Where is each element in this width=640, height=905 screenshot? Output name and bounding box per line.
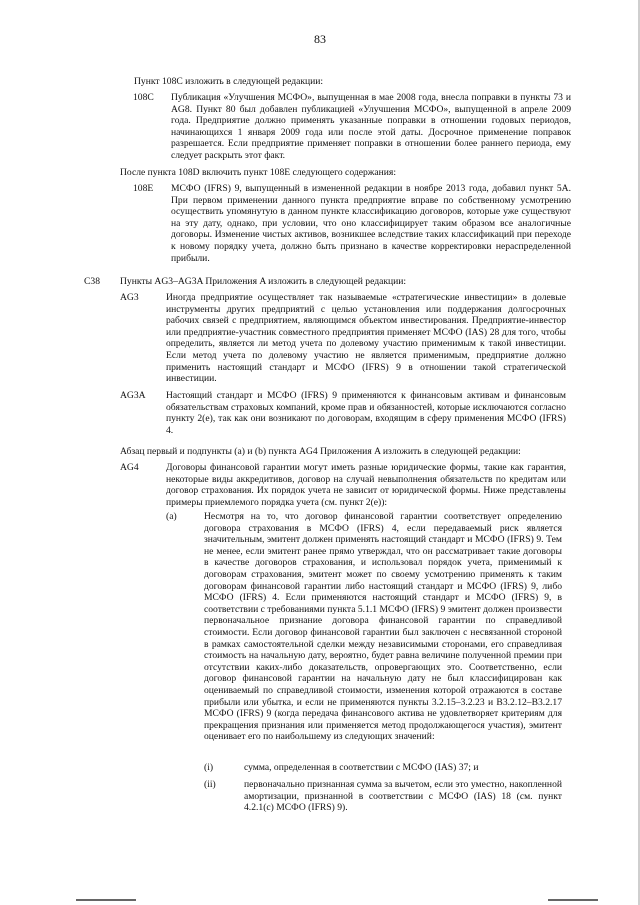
subpara-a: Несмотря на то, что договор финансовой гарантии соответствует определению договора страхования в МСФО (IFRS) 4, если передаваемый риск является значительным, эмитент должен применять настоящий стандарт и МСФО (IFRS) 9. Тем не менее, если эмитент ранее прямо утверждал, что он рассматривает такие договоры в качестве договоров страхования, и использовал порядок учета, применимый к договорам страхования, эмитент может по своему усмотрению применять к таким договорам финансовой гарантии либо настоящий стандарт и МСФО (IFRS) 9, либо МСФО (IFRS) 4. Если применяются настоящий стандарт и МСФО (IFRS) 9, в соответствии с требованиями пункта 5.1.1 МСФО (IFRS) 9 эмитент должен произвести первоначальное признание договора финансовой гарантии по справедливой стоимости. Если договор финансовой гарантии был заключен с несвязанной стороной в рамках самостоятельной сделки между независимыми сторонами, его справедливая стоимость на начальную дату, вероятно, будет равна величине полученной премии при отсутствии каких-либо доказательств, опровергающих это. Соответственно, если договор финансовой гарантии на начальную дату не был классифицирован как оцениваемый по справедливой стоимости, изменения которой отражаются в составе прибыли или убытка, и если не применяются пункты 3.2.15–3.2.23 и B3.2.12–B3.2.17 МСФО (IFRS) 9 (когда передача финансового актива не удовлетворяет критериям для прекращения признания или применяется метод продолжающегося участия), эмитент оценивает его по наибольшему из следующих значений: xyxy=(204,511,562,743)
page-number: 83 xyxy=(314,32,326,46)
subpara-label-a: (a) xyxy=(166,511,177,522)
scan-artifact-left xyxy=(76,899,136,901)
para-label-ag3: AG3 xyxy=(120,292,139,303)
scan-artifact-right xyxy=(548,899,598,901)
section-label-c38: C38 xyxy=(84,276,100,287)
para-label-108e: 108E xyxy=(133,183,154,194)
para-label-108c: 108C xyxy=(133,92,154,103)
instruction-c38: Пункты AG3–AG3A Приложения A изложить в следующей редакции: xyxy=(120,276,407,287)
item-ii: первоначально признанная сумма за вычетом, если это уместно, накопленной амортизации, признанной в соответствии с МСФО (IAS) 18 (см. пункт 4.2.1(c) МСФО (IFRS) 9). xyxy=(244,779,562,814)
para-ag4: Договоры финансовой гарантии могут иметь разные юридические формы, такие как гарантия, некоторые виды аккредитивов, договор на случай невыполнения обязательств по кредитам или договор страхования. Их порядок учета не зависит от юридической формы. Ниже представлены примеры приемлемого порядка учета (см. пункт 2(e)): xyxy=(166,462,566,508)
para-label-ag4: AG4 xyxy=(120,462,139,473)
para-ag3: Иногда предприятие осуществляет так называемые «стратегические инвестиции» в долевые инструменты других предприятий с целью установления или поддержания долгосрочных рабочих связей с предприятием, являющимся объектом инвестирования. Предприятие-инвестор или предприятие-участник совместного предприятия применяет МСФО (IAS) 28 для того, чтобы определить, является ли метод учета по долевому участию применимым к такой инвестиции. Если метод учета по долевому участию не является применимым, предприятие должно применить настоящий стандарт и МСФО (IFRS) 9 в отношении такой стратегической инвестиции. xyxy=(166,292,566,385)
instruction-ag4: Абзац первый и подпункты (a) и (b) пункта AG4 Приложения A изложить в следующей редакции: xyxy=(120,446,521,457)
item-i: сумма, определенная в соответствии с МСФО (IAS) 37; и xyxy=(244,762,479,773)
para-108c: Публикация «Улучшения МСФО», выпущенная в мае 2008 года, внесла поправки в пункты 73 и AG8. Пункт 80 был добавлен публикацией «Улучшения МСФО», выпущенной в апреле 2009 года. Предприятие должно применять указанные поправки в отношении годовых периодов, начинающихся 1 января 2009 года или после этой даты. Досрочное применение поправок разрешается. Если предприятие применяет поправки в отношении более раннего периода, ему следует раскрыть этот факт. xyxy=(171,92,571,161)
instruction-108e: После пункта 108D включить пункт 108E следующего содержания: xyxy=(120,167,397,178)
para-108e: МСФО (IFRS) 9, выпущенный в измененной редакции в ноябре 2013 года, добавил пункт 5A. При первом применении данного пункта предприятие вправе по собственному усмотрению осуществить упомянутую в данном пункте классификацию договоров, которые уже существуют на эту дату, однако, при условии, что оно классифицирует таким образом все аналогичные договоры. Изменение чистых активов, возникшее вследствие таких классификаций при переходе к новому порядку учета, должно быть признано в качестве корректировки нераспределенной прибыли. xyxy=(171,183,571,264)
para-label-ag3a: AG3A xyxy=(120,390,146,401)
para-ag3a: Настоящий стандарт и МСФО (IFRS) 9 применяются к финансовым активам и финансовым обязательствам страховых компаний, кроме прав и обязанностей, которые исключаются согласно пункту 2(e), так как они возникают по договорам, входящим в сферу применения МСФО (IFRS) 4. xyxy=(166,390,566,436)
item-label-i: (i) xyxy=(204,762,214,773)
instruction-108c: Пункт 108C изложить в следующей редакции: xyxy=(134,76,324,87)
item-label-ii: (ii) xyxy=(204,779,216,790)
